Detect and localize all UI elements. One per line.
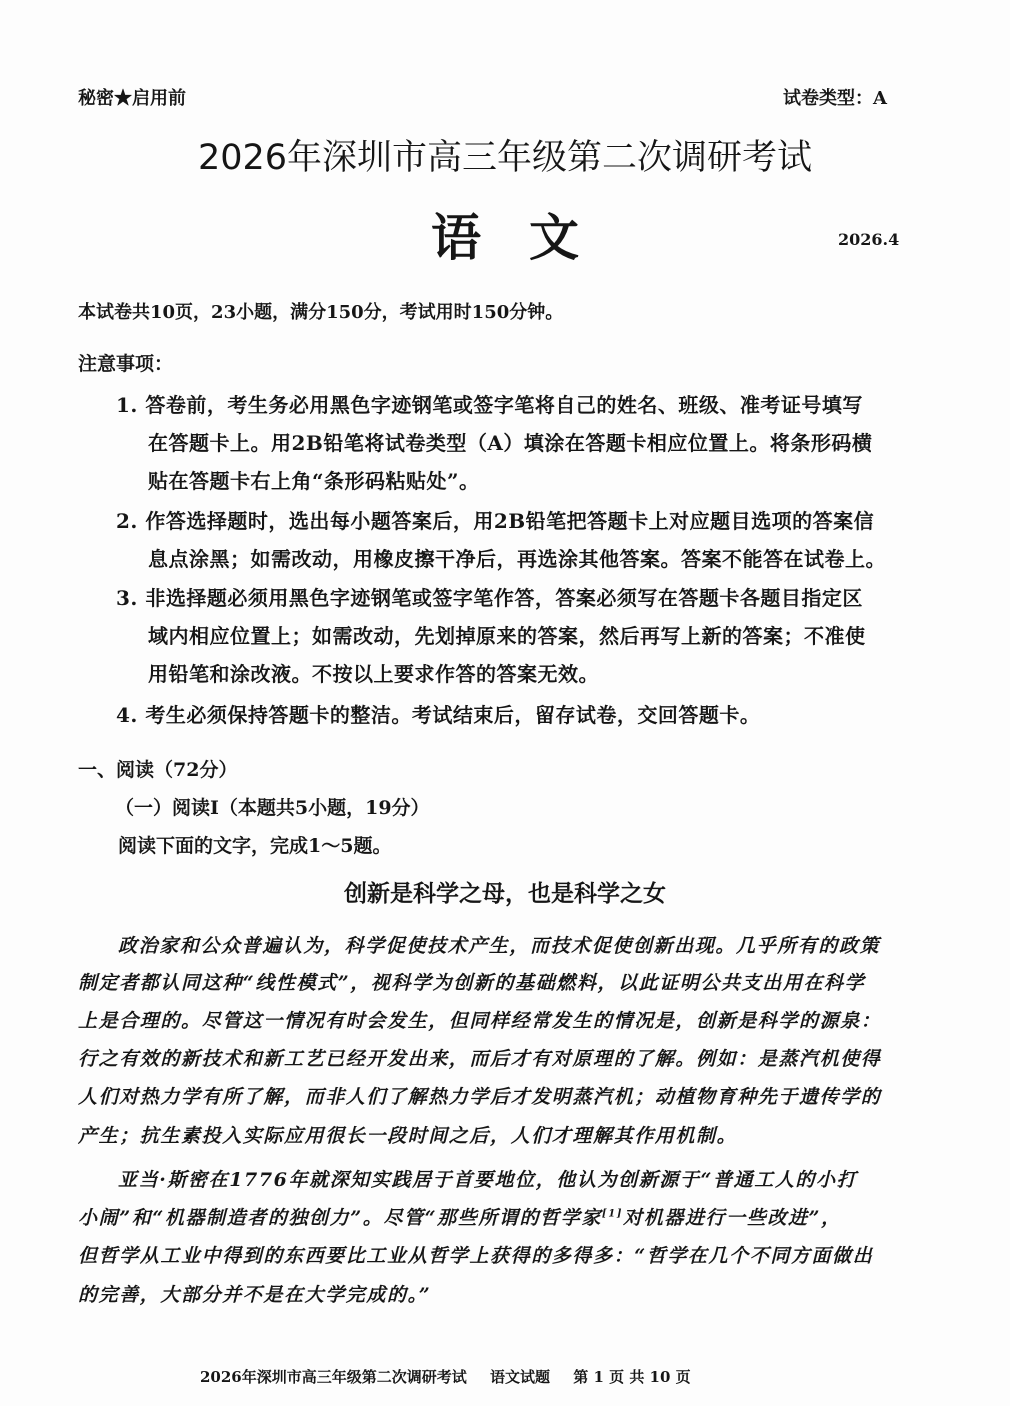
footnote-marker[interactable]: [1] [601, 1208, 624, 1220]
note-item-4: 4. 考生必须保持答题卡的整洁。考试结束后，留存试卷，交回答题卡。 [116, 703, 761, 727]
paragraph-line: 行之有效的新技术和新工艺已经开发出来，而后才有对原理的了解。例如：是蒸汽机使得 [78, 1048, 882, 1070]
paragraph-line: 上是合理的。尽管这一情况有时会发生，但同样经常发生的情况是，创新是科学的源泉： [78, 1010, 882, 1032]
note-item-1: 1. 答卷前，考生务必用黑色字迹钢笔或签字笔将自己的姓名、班级、准考证号填写 [116, 393, 863, 417]
reading-instruction: 阅读下面的文字，完成1～5题。 [118, 835, 392, 857]
paragraph-line: 亚当·斯密在1776年就深知实践居于首要地位，他认为创新源于“普通工人的小打 [118, 1169, 858, 1191]
notes-title: 注意事项： [78, 353, 174, 375]
paragraph-line: 但哲学从工业中得到的东西要比工业从哲学上获得的多得多：“哲学在几个不同方面做出 [78, 1245, 874, 1267]
page-footer [200, 1366, 709, 1387]
subject-title: 语文 [431, 209, 627, 267]
paragraph-line: 制定者都认同这种“线性模式”，视科学为创新的基础燃料，以此证明公共支出用在科学 [78, 972, 866, 994]
section-heading: 一、阅读（72分） [78, 759, 238, 781]
article-title: 创新是科学之母，也是科学之女 [344, 881, 666, 907]
paper-type-label: 试卷类型：A [783, 88, 887, 109]
subsection-heading: （一）阅读Ⅰ（本题共5小题，19分） [115, 797, 430, 819]
footer-paper: 语文试题 [489, 1368, 550, 1386]
paragraph-line [78, 1203, 842, 1230]
note-line: 在答题卡上。用2B铅笔将试卷类型（A）填涂在答题卡相应位置上。将条形码横 [148, 431, 873, 455]
footer-exam-name: 2026年深圳市高三年级第二次调研考试 [200, 1368, 467, 1386]
paragraph-line: 产生；抗生素投入实际应用很长一段时间之后，人们才理解其作用机制。 [78, 1125, 738, 1147]
paragraph-line: 人们对热力学有所了解，而非人们了解热力学后才发明蒸汽机；动植物育种先于遗传学的 [78, 1086, 882, 1108]
note-item-2: 2. 作答选择题时，选出每小题答案后，用2B铅笔把答题卡上对应题目选项的答案信 [116, 509, 875, 533]
paragraph-line: 的完善，大部分并不是在大学完成的。” [78, 1284, 432, 1306]
paragraph-line: 政治家和公众普遍认为，科学促使技术产生，而技术促使创新出现。几乎所有的政策 [118, 935, 881, 957]
note-item-3: 3. 非选择题必须用黑色字迹钢笔或签字笔作答，答案必须写在答题卡各题目指定区 [116, 586, 863, 610]
note-line: 域内相应位置上；如需改动，先划掉原来的答案，然后再写上新的答案；不准使 [148, 624, 866, 648]
confidential-label: 秘密★启用前 [78, 88, 186, 109]
note-line: 贴在答题卡右上角“条形码粘贴处”。 [148, 469, 480, 493]
exam-title: 2026年深圳市高三年级第二次调研考试 [197, 138, 813, 178]
note-line: 息点涂黑；如需改动，用橡皮擦干净后，再选涂其他答案。答案不能答在试卷上。 [148, 547, 886, 571]
line-part: 小闹”和“机器制造者的独创力”。尽管“那些所谓的哲学家 [78, 1207, 602, 1229]
exam-date: 2026.4 [838, 230, 900, 249]
note-line: 用铅笔和涂改液。不按以上要求作答的答案无效。 [148, 662, 599, 686]
exam-info: 本试卷共10页，23小题，满分150分，考试用时150分钟。 [78, 302, 564, 323]
line-part: 对机器进行一些改进”， [623, 1207, 842, 1229]
footer-page-number: 第 1 页 共 10 页 [573, 1368, 691, 1386]
